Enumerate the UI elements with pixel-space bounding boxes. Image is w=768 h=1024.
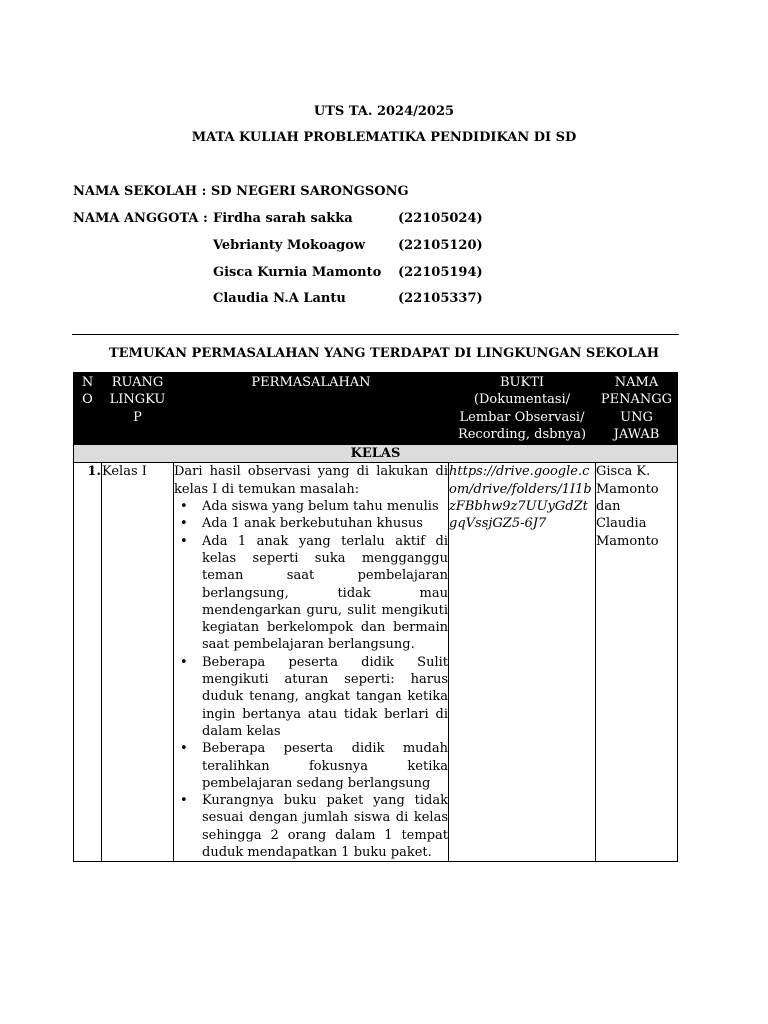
problem-intro: Dari hasil observasi yang di lakukan di kelas I di temukan masalah: [174,464,448,497]
header-no: N O [74,373,102,445]
member-name: Claudia N.A Lantu [213,291,346,306]
school-name: NAMA SEKOLAH : SD NEGERI SARONGSONG [73,184,409,199]
list-item: • Beberapa peserta didik Sulit mengikuti aturan seperti: harus duduk tenang, angkat tangan ketika ingin bertanya atau tidak berlari di dalam kelas [202,654,448,740]
list-item: • Ada 1 anak berkebutuhan khusus [202,515,448,532]
member-id: (22105024) [398,211,483,226]
row-bukti-link[interactable]: https://drive.google.com/drive/folders/1I1bzFBbhw9z7UUyGdZtgqVssjGZ5-6J7 [449,463,596,862]
list-item: • Ada siswa yang belum tahu menulis [202,498,448,515]
table-header-row [74,373,678,445]
row-ruang-lingkup: Kelas I [102,463,174,862]
row-permasalahan [174,463,449,862]
header-bukti: BUKTI (Dokumentasi/ Lembar Observasi/ Recording, dsbnya) [449,373,596,445]
member-name: Vebrianty Mokoagow [213,238,366,253]
row-penanggung-jawab: Gisca K. Mamonto dan Claudia Mamonto [596,463,678,862]
list-item: • Beberapa peserta didik mudah teralihkan fokusnya ketika pembelajaran sedang berlangsung [202,740,448,792]
problem-list [174,498,448,861]
member-id: (22105194) [398,265,483,280]
member-id: (22105120) [398,238,483,253]
member-name: Gisca Kurnia Mamonto [213,265,382,280]
group-label: KELAS [74,445,678,463]
member-name: Firdha sarah sakka [213,211,353,226]
section-title: TEMUKAN PERMASALAHAN YANG TERDAPAT DI LINGKUNGAN SEKOLAH [108,346,660,361]
member-id: (22105337) [398,291,483,306]
problems-table [73,372,678,862]
header-permasalahan: PERMASALAHAN [174,373,449,445]
list-item: • Kurangnya buku paket yang tidak sesuai dengan jumlah siswa di kelas sehingga 2 orang dalam 1 tempat duduk mendapatkan 1 buku paket. [202,792,448,861]
table-row [74,463,678,862]
doc-title: UTS TA. 2024/2025 [313,104,455,119]
members-label: NAMA ANGGOTA : [73,211,208,226]
row-number: 1. [74,463,102,862]
list-item: • Ada 1 anak yang terlalu aktif di kelas seperti suka mengganggu teman saat pembelajaran berlangsung, tidak mau mendengarkan guru, sulit mengikuti kegiatan berkelompok dan bermain saat pembelajaran berlangsung. [202,533,448,654]
header-penanggung-jawab: NAMA PENANGG UNG JAWAB [596,373,678,445]
table-group-row [74,445,678,463]
horizontal-rule [72,334,679,335]
header-ruang-lingkup: RUANG LINGKU P [102,373,174,445]
doc-subtitle: MATA KULIAH PROBLEMATIKA PENDIDIKAN DI SD [191,130,577,145]
